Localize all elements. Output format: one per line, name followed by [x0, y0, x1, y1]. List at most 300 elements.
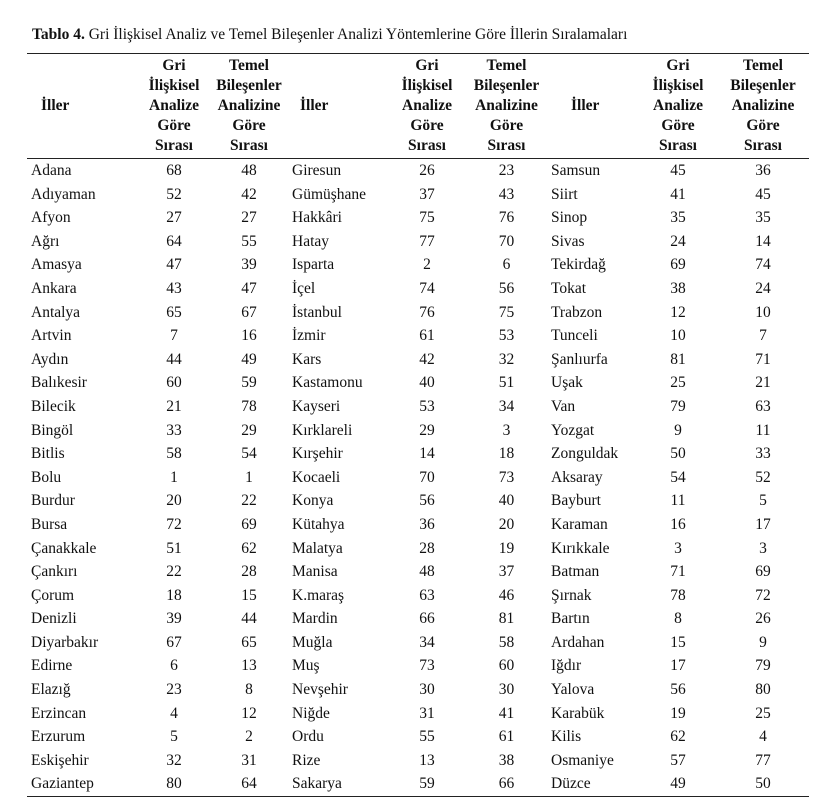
temel-rank: 61 [498, 728, 515, 746]
province-name: Osmaniye [551, 751, 614, 769]
temel-rank: 26 [755, 610, 771, 628]
table-row [27, 702, 809, 726]
gri-rank: 58 [166, 445, 182, 463]
province-name: Tekirdağ [551, 256, 606, 274]
gri-rank: 33 [166, 421, 182, 439]
gri-rank: 36 [419, 515, 435, 533]
temel-rank: 53 [498, 327, 515, 345]
table-row [27, 419, 809, 443]
province-name: Kastamonu [292, 374, 363, 392]
province-name: Manisa [292, 563, 338, 581]
gri-rank: 76 [419, 303, 435, 321]
gri-rank: 42 [419, 350, 435, 368]
temel-rank: 81 [498, 610, 515, 628]
gri-rank: 7 [170, 327, 178, 345]
temel-rank: 43 [498, 185, 515, 203]
table-row [27, 607, 809, 631]
header-line: Sırası [155, 137, 193, 154]
gri-rank: 48 [419, 563, 435, 581]
table-row [27, 230, 809, 254]
temel-rank: 64 [210, 772, 288, 796]
province-name: Ardahan [551, 633, 605, 651]
header-gri-3 [639, 54, 717, 159]
header-line: Analizine [731, 97, 795, 114]
province-name: Düzce [547, 772, 639, 796]
temel-rank: 79 [755, 657, 771, 675]
table-row [27, 206, 809, 230]
gri-rank: 61 [419, 327, 435, 345]
header-gri-1 [138, 54, 210, 159]
province-name: Iğdır [551, 657, 582, 675]
temel-rank: 1 [245, 468, 253, 486]
temel-rank: 71 [755, 350, 771, 368]
gri-rank: 69 [670, 256, 686, 274]
temel-rank: 28 [241, 563, 257, 581]
province-name: Sinop [551, 209, 588, 227]
temel-rank: 65 [241, 633, 257, 651]
temel-rank: 60 [498, 657, 515, 675]
gri-rank: 24 [670, 232, 686, 250]
gri-rank: 66 [419, 610, 435, 628]
header-line: Göre [232, 117, 266, 134]
gri-rank: 67 [166, 633, 182, 651]
temel-rank: 27 [241, 209, 257, 227]
province-name: Yozgat [551, 421, 595, 439]
temel-rank: 47 [241, 279, 257, 297]
temel-rank: 30 [498, 681, 515, 699]
province-name: Karabük [551, 704, 605, 722]
table-caption [32, 26, 627, 44]
gri-rank: 70 [419, 468, 435, 486]
temel-rank: 66 [466, 772, 547, 796]
province-name: Kayseri [292, 397, 341, 415]
temel-rank: 39 [241, 256, 257, 274]
temel-rank: 14 [755, 232, 771, 250]
gri-rank: 55 [419, 728, 435, 746]
caption-label: Tablo 4. [32, 26, 85, 43]
temel-rank: 36 [755, 162, 771, 179]
header-line: Göre [157, 117, 191, 134]
table-row [27, 183, 809, 207]
gri-rank: 50 [670, 445, 686, 463]
table-row [27, 442, 809, 466]
temel-rank: 2 [245, 728, 253, 746]
province-name: Bitlis [31, 445, 65, 463]
gri-rank: 30 [419, 681, 435, 699]
province-name: Ankara [31, 279, 77, 297]
temel-rank: 7 [759, 327, 767, 345]
temel-rank: 19 [498, 539, 515, 557]
table-row [27, 324, 809, 348]
temel-rank: 69 [241, 515, 257, 533]
gri-rank: 17 [670, 657, 686, 675]
temel-rank: 34 [498, 397, 515, 415]
header-temel-2 [466, 54, 547, 159]
gri-rank: 56 [670, 681, 686, 699]
province-name: Diyarbakır [31, 633, 99, 651]
temel-rank: 5 [759, 492, 767, 510]
header-line: İlişkisel [652, 77, 704, 94]
province-name: Bartın [551, 610, 590, 628]
province-name: Çorum [31, 586, 75, 604]
gri-rank: 59 [388, 772, 466, 796]
ranking-table [27, 53, 809, 797]
gri-rank: 44 [166, 350, 182, 368]
header-line: Sırası [744, 137, 782, 154]
temel-rank: 17 [755, 515, 771, 533]
province-name: Bolu [31, 468, 62, 486]
table-row [27, 631, 809, 655]
header-iller-1: İller [27, 54, 138, 159]
gri-rank: 34 [419, 633, 435, 651]
gri-rank: 25 [670, 374, 686, 392]
header-line: Sırası [230, 137, 268, 154]
province-name: Eskişehir [31, 751, 89, 769]
province-name: Kırıkkale [551, 539, 610, 557]
gri-rank: 11 [670, 492, 686, 510]
province-name: Bilecik [31, 397, 76, 415]
gri-rank: 45 [670, 162, 686, 179]
province-name: Mardin [292, 610, 338, 628]
gri-rank: 27 [166, 209, 182, 227]
province-name: Burdur [31, 492, 75, 510]
province-name: Karaman [551, 515, 608, 533]
province-name: K.maraş [292, 586, 345, 604]
table-row [27, 466, 809, 490]
gri-rank: 16 [670, 515, 686, 533]
province-name: Şırnak [551, 586, 592, 604]
province-name: Elazığ [31, 681, 71, 699]
province-name: Erzurum [31, 728, 86, 746]
temel-rank: 80 [755, 681, 771, 699]
gri-rank: 71 [670, 563, 686, 581]
province-name: Kars [292, 350, 322, 368]
temel-rank: 3 [502, 421, 511, 439]
gri-rank: 52 [166, 185, 182, 203]
temel-rank: 51 [498, 374, 515, 392]
province-name: Trabzon [551, 303, 603, 321]
gri-rank: 22 [166, 563, 182, 581]
table-row [27, 749, 809, 773]
temel-rank: 74 [755, 256, 771, 274]
temel-rank: 31 [241, 751, 257, 769]
temel-rank: 48 [241, 162, 257, 179]
temel-rank: 16 [241, 327, 257, 345]
gri-rank: 43 [166, 279, 182, 297]
temel-rank: 44 [241, 610, 257, 628]
province-name: Ordu [292, 728, 324, 746]
temel-rank: 3 [759, 539, 767, 557]
gri-rank: 13 [419, 751, 435, 769]
temel-rank: 12 [241, 704, 257, 722]
temel-rank: 23 [498, 162, 515, 179]
header-iller-2: İller [288, 54, 388, 159]
gri-rank: 1 [170, 468, 178, 486]
gri-rank: 60 [166, 374, 182, 392]
temel-rank: 58 [498, 633, 515, 651]
gri-rank: 51 [166, 539, 182, 557]
province-name: Kocaeli [292, 468, 341, 486]
gri-rank: 4 [170, 704, 178, 722]
header-line: Göre [410, 117, 444, 134]
gri-rank: 29 [419, 421, 435, 439]
temel-rank: 18 [498, 445, 515, 463]
gri-rank: 79 [670, 397, 686, 415]
province-name: Aksaray [551, 468, 603, 486]
province-name: Malatya [292, 539, 343, 557]
province-name: Kırşehir [292, 445, 343, 463]
province-name: Sivas [551, 232, 585, 250]
header-line: Analize [149, 97, 199, 114]
province-name: Bayburt [551, 492, 601, 510]
gri-rank: 8 [674, 610, 682, 628]
province-name: Rize [292, 751, 321, 769]
temel-rank: 32 [498, 350, 515, 368]
temel-rank: 9 [759, 633, 767, 651]
temel-rank: 77 [755, 751, 771, 769]
gri-rank: 62 [670, 728, 686, 746]
province-name: Uşak [551, 374, 583, 392]
header-line: Analizine [217, 97, 281, 114]
table-row [27, 513, 809, 537]
gri-rank: 9 [674, 421, 682, 439]
province-name: Samsun [551, 162, 601, 179]
gri-rank: 35 [670, 209, 686, 227]
temel-rank: 63 [755, 397, 771, 415]
temel-rank: 41 [498, 704, 515, 722]
gri-rank: 49 [639, 772, 717, 796]
province-name: Kütahya [292, 515, 345, 533]
province-name: Erzincan [31, 704, 87, 722]
table-row [27, 489, 809, 513]
gri-rank: 72 [166, 515, 182, 533]
province-name: Adana [31, 162, 72, 179]
gri-rank: 39 [166, 610, 182, 628]
province-name: Yalova [551, 681, 595, 699]
header-line: Göre [489, 117, 524, 134]
temel-rank: 46 [498, 586, 515, 604]
province-name: Denizli [31, 610, 77, 628]
province-name: Hakkâri [292, 209, 342, 227]
province-name: Artvin [31, 327, 72, 345]
header-line: Gri [666, 57, 690, 74]
gri-rank: 19 [670, 704, 686, 722]
caption-text: Gri İlişkisel Analiz ve Temel Bileşenler Analizi Yöntemlerine Göre İllerin Sıralamaları [88, 26, 628, 43]
header-gri-2 [388, 54, 466, 159]
gri-rank: 53 [419, 397, 435, 415]
table-row [27, 159, 809, 183]
temel-rank: 52 [755, 468, 771, 486]
temel-rank: 4 [759, 728, 767, 746]
temel-rank: 35 [755, 209, 771, 227]
header-line: Analize [653, 97, 703, 114]
temel-rank: 11 [755, 421, 771, 439]
table-row [27, 253, 809, 277]
header-line: Analize [402, 97, 452, 114]
province-name: Bingöl [31, 421, 74, 439]
temel-rank: 22 [241, 492, 257, 510]
gri-rank: 10 [670, 327, 686, 345]
temel-rank: 29 [241, 421, 257, 439]
province-name: Konya [292, 492, 334, 510]
temel-rank: 42 [241, 185, 257, 203]
province-name: Niğde [292, 704, 330, 722]
header-line: Bileşenler [216, 77, 282, 94]
gri-rank: 57 [670, 751, 686, 769]
gri-rank: 54 [670, 468, 686, 486]
header-line: Göre [746, 117, 780, 134]
province-name: Afyon [31, 209, 71, 227]
gri-rank: 28 [419, 539, 435, 557]
temel-rank: 25 [755, 704, 771, 722]
gri-rank: 5 [170, 728, 178, 746]
table-row [27, 395, 809, 419]
temel-rank: 78 [241, 397, 257, 415]
province-name: Edirne [31, 657, 73, 675]
province-name: Sakarya [288, 772, 388, 796]
temel-rank: 40 [498, 492, 515, 510]
gri-rank: 12 [670, 303, 686, 321]
temel-rank: 56 [498, 279, 515, 297]
temel-rank: 55 [241, 232, 257, 250]
header-line: Gri [162, 57, 186, 74]
gri-rank: 23 [166, 681, 182, 699]
header-line: Bileşenler [473, 77, 540, 94]
gri-rank: 65 [166, 303, 182, 321]
gri-rank: 68 [166, 162, 182, 179]
gri-rank: 26 [419, 162, 435, 179]
temel-rank: 38 [498, 751, 515, 769]
table-row [27, 560, 809, 584]
temel-rank: 10 [755, 303, 771, 321]
header-line: Gri [415, 57, 439, 74]
table-row [27, 725, 809, 749]
table-row [27, 678, 809, 702]
header-iller-3: İller [547, 54, 639, 159]
province-name: Çanakkale [31, 539, 97, 557]
table-body [27, 159, 809, 797]
province-name: Siirt [551, 185, 578, 203]
province-name: Van [551, 397, 576, 415]
province-name: Muş [292, 657, 320, 675]
province-name: Giresun [292, 162, 342, 179]
gri-rank: 31 [419, 704, 435, 722]
gri-rank: 14 [419, 445, 435, 463]
gri-rank: 81 [670, 350, 686, 368]
temel-rank: 20 [498, 515, 515, 533]
temel-rank: 54 [241, 445, 257, 463]
temel-rank: 75 [498, 303, 515, 321]
province-name: Çankırı [31, 563, 78, 581]
province-name: Kilis [551, 728, 582, 746]
table-row [27, 301, 809, 325]
temel-rank: 76 [498, 209, 515, 227]
gri-rank: 3 [674, 539, 682, 557]
gri-rank: 40 [419, 374, 435, 392]
province-name: Hatay [292, 232, 330, 250]
temel-rank: 69 [755, 563, 771, 581]
temel-rank: 13 [241, 657, 257, 675]
gri-rank: 75 [419, 209, 435, 227]
gri-rank: 32 [166, 751, 182, 769]
header-row [27, 54, 809, 159]
header-line: Temel [743, 57, 783, 74]
table-row [27, 277, 809, 301]
gri-rank: 21 [166, 397, 182, 415]
gri-rank: 56 [419, 492, 435, 510]
gri-rank: 2 [423, 256, 431, 274]
province-name: Muğla [292, 633, 333, 651]
province-name: Amasya [31, 256, 82, 274]
header-line: İlişkisel [401, 77, 453, 94]
gri-rank: 18 [166, 586, 182, 604]
temel-rank: 33 [755, 445, 771, 463]
province-name: Aydın [31, 350, 69, 368]
province-name: İçel [292, 279, 316, 297]
province-name: Batman [551, 563, 600, 581]
province-name: Antalya [31, 303, 81, 321]
table-row [27, 371, 809, 395]
header-line: Analizine [475, 97, 538, 114]
gri-rank: 15 [670, 633, 686, 651]
gri-rank: 77 [419, 232, 435, 250]
header-line: Sırası [659, 137, 697, 154]
province-name: Bursa [31, 515, 68, 533]
province-name: Gaziantep [27, 772, 138, 796]
temel-rank: 8 [245, 681, 253, 699]
temel-rank: 15 [241, 586, 257, 604]
gri-rank: 74 [419, 279, 435, 297]
table-row [27, 654, 809, 678]
province-name: Tokat [551, 279, 587, 297]
province-name: İstanbul [292, 303, 342, 321]
table-row [27, 537, 809, 561]
gri-rank: 6 [170, 657, 178, 675]
gri-rank: 63 [419, 586, 435, 604]
province-name: Zonguldak [551, 445, 619, 463]
temel-rank: 6 [502, 256, 511, 274]
gri-rank: 64 [166, 232, 182, 250]
province-name: Şanlıurfa [551, 350, 608, 368]
temel-rank: 72 [755, 586, 771, 604]
temel-rank: 70 [498, 232, 515, 250]
gri-rank: 78 [670, 586, 686, 604]
province-name: Gümüşhane [292, 185, 367, 203]
header-temel-3 [717, 54, 809, 159]
header-line: Göre [661, 117, 695, 134]
temel-rank: 24 [755, 279, 771, 297]
gri-rank: 47 [166, 256, 182, 274]
province-name: Balıkesir [31, 374, 87, 392]
table-row [27, 584, 809, 608]
province-name: Tunceli [551, 327, 598, 345]
header-temel-1 [210, 54, 288, 159]
header-line: Sırası [487, 137, 526, 154]
temel-rank: 49 [241, 350, 257, 368]
temel-rank: 62 [241, 539, 257, 557]
temel-rank: 67 [241, 303, 257, 321]
gri-rank: 20 [166, 492, 182, 510]
header-line: İlişkisel [148, 77, 200, 94]
gri-rank: 38 [670, 279, 686, 297]
header-line: Sırası [408, 137, 446, 154]
gri-rank: 37 [419, 185, 435, 203]
temel-rank: 37 [498, 563, 515, 581]
gri-rank: 41 [670, 185, 686, 203]
province-name: İzmir [292, 327, 326, 345]
gri-rank: 80 [138, 772, 210, 796]
temel-rank: 59 [241, 374, 257, 392]
